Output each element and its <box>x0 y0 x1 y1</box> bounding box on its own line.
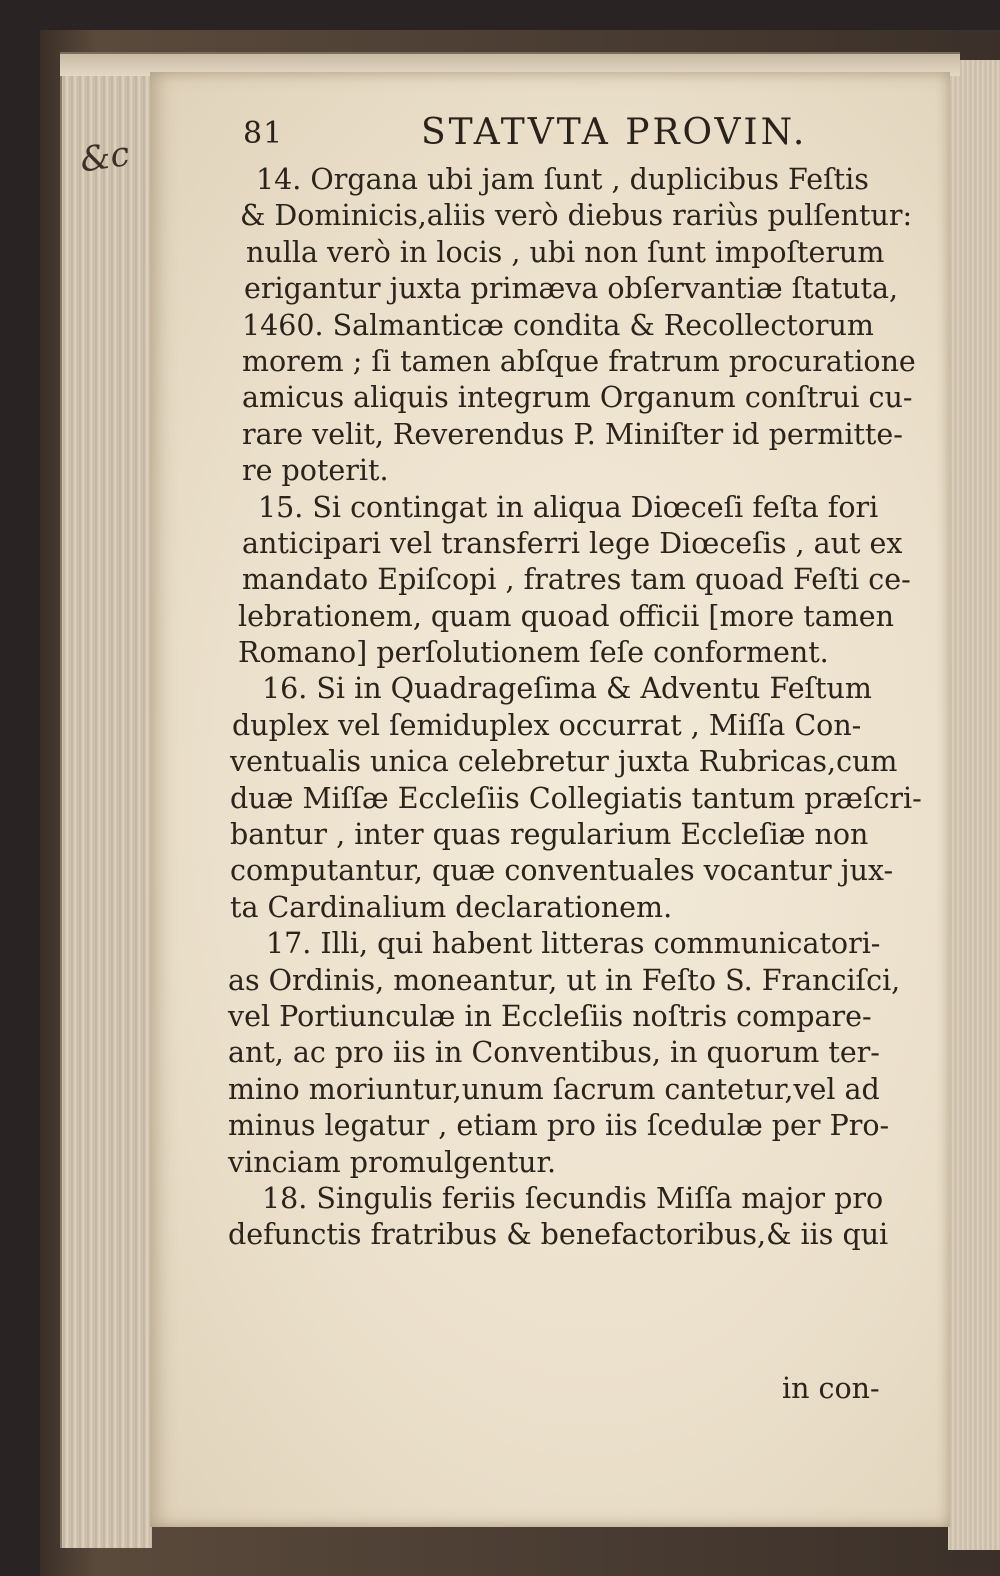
text-line: duplex vel ſemiduplex occurrat , Miſſa Con- <box>232 708 862 742</box>
margin-note: &c <box>77 134 132 181</box>
text-line: duæ Miſſæ Eccleſiis Collegiatis tantum præſcri- <box>230 781 922 815</box>
text-line: 18. Singulis feriis ſecundis Miſſa major pro <box>262 1181 884 1215</box>
text-line: vinciam promulgentur. <box>228 1145 557 1179</box>
body-text <box>228 162 928 1254</box>
text-line: minus legatur , etiam pro iis ſcedulæ per Pro- <box>228 1109 890 1143</box>
page-header <box>243 112 923 156</box>
text-line: vel Portiunculæ in Eccleſiis noſtris compare- <box>228 999 872 1033</box>
running-title: STATVTA PROVIN. <box>421 112 808 153</box>
text-line: computantur, quæ conventuales vocantur jux- <box>230 854 894 888</box>
text-line: 15. Si contingat in aliqua Diœceſi feſta fori <box>258 490 879 524</box>
text-line: mandato Epiſcopi , fratres tam quoad Feſti ce- <box>242 563 911 597</box>
text-line: erigantur juxta primæva obſervantiæ ſtatuta, <box>244 272 899 306</box>
text-line: as Ordinis, moneantur, ut in Feſto S. Franciſci, <box>228 963 901 997</box>
text-line: Romano] perſolutionem ſeſe conforment. <box>238 636 829 670</box>
page-stack-left <box>60 58 152 1548</box>
text-line: rare velit, Reverendus P. Miniſter id permitte- <box>242 417 903 451</box>
page-number: 81 <box>243 116 284 151</box>
text-line: ta Cardinalium declarationem. <box>230 890 673 924</box>
text-line: re poterit. <box>242 454 389 488</box>
page-stack-right <box>948 60 1000 1550</box>
text-line: 14. Organa ubi jam ſunt , duplicibus Feſtis <box>256 163 869 196</box>
text-line: & Dominicis,aliis verò diebus rariùs pulſentur: <box>240 199 913 233</box>
text-line: 16. Si in Quadrageſima & Adventu Feſtum <box>262 672 872 706</box>
text-line: amicus aliquis integrum Organum conſtrui cu- <box>242 381 913 415</box>
text-line: morem ; ſi tamen abſque fratrum procuratione <box>242 344 916 378</box>
text-line: ventualis unica celebretur juxta Rubricas,cum <box>230 745 898 779</box>
text-line: bantur , inter quas regularium Eccleſiæ non <box>230 818 869 852</box>
text-line: mino moriuntur,unum ſacrum cantetur,vel ad <box>228 1072 880 1106</box>
text-line: lebrationem, quam quoad officii [more tamen <box>238 599 894 633</box>
text-line: anticipari vel transferri lege Diœceſis , aut ex <box>242 526 903 560</box>
text-line: nulla verò in locis , ubi non ſunt impoſterum <box>246 235 885 269</box>
text-line: 1460. Salmanticæ condita & Recollectorum <box>242 308 874 342</box>
catchword: in con- <box>782 1372 880 1405</box>
text-line: defunctis fratribus & benefactoribus,& iis qui <box>228 1218 889 1252</box>
text-line: ant, ac pro iis in Conventibus, in quorum ter- <box>228 1036 880 1070</box>
text-line: 17. Illi, qui habent litteras communicatori- <box>266 927 881 961</box>
